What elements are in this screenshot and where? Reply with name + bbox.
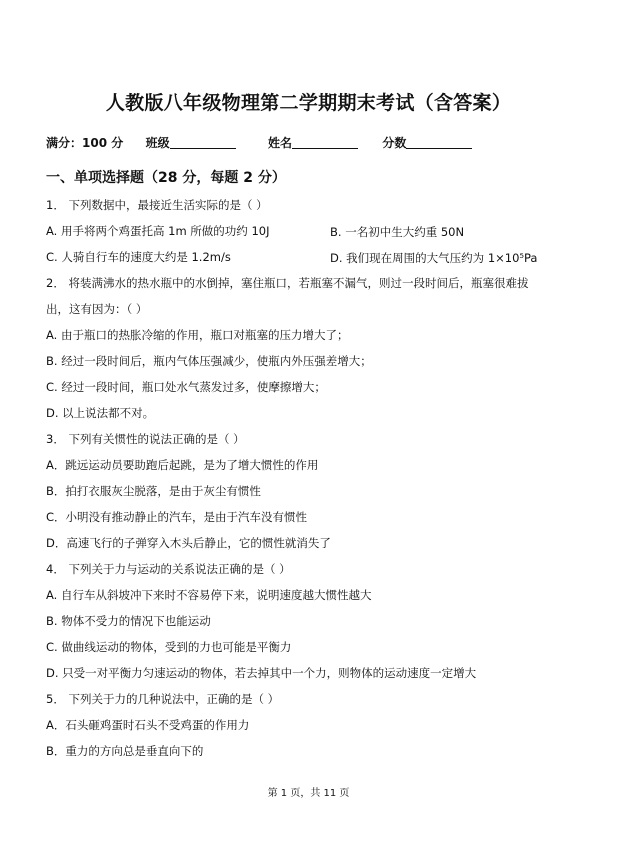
class-label: 班级 xyxy=(145,136,170,150)
q3-stem: 3． 下列有关惯性的说法正确的是（ ） xyxy=(46,432,245,446)
page-number-footer: 第 1 页，共 11 页 xyxy=(267,788,350,799)
q2-stem-line2: 出，这有因为：（ ） xyxy=(46,302,148,316)
q5-stem: 5． 下列关于力的几种说法中，正确的是（ ） xyxy=(46,692,280,706)
q3-option-d: D．高速飞行的子弹穿入木头后静止，它的惯性就消失了 xyxy=(46,536,331,550)
q4-option-b: B. 物体不受力的情况下也能运动 xyxy=(46,614,211,628)
q5-option-a: A．石头砸鸡蛋时石头不受鸡蛋的作用力 xyxy=(46,718,250,732)
student-info-row xyxy=(46,134,472,151)
full-score-label: 满分：100 分 xyxy=(46,136,124,150)
q1-option-b: B. 一名初中生大约重 50N xyxy=(330,225,465,239)
page-title: 人教版八年级物理第二学期期末考试（含答案） xyxy=(105,92,512,114)
marks-blank xyxy=(406,136,472,149)
q3-option-b: B．拍打衣服灰尘脱落，是由于灰尘有惯性 xyxy=(46,484,261,498)
q5-option-b: B．重力的方向总是垂直向下的 xyxy=(46,744,204,758)
q1-option-a: A. 用手将两个鸡蛋托高 1m 所做的功约 10J xyxy=(46,224,270,238)
q1-option-d: D. 我们现在周围的大气压约为 1×10⁵Pa xyxy=(330,251,538,265)
q1-stem: 1． 下列数据中，最接近生活实际的是（ ） xyxy=(46,198,268,212)
section-heading: 一、单项选择题（28 分，每题 2 分） xyxy=(46,170,286,186)
name-label: 姓名 xyxy=(268,136,293,150)
q3-option-a: A．跳远运动员要助跑后起跳，是为了增大惯性的作用 xyxy=(46,458,319,472)
q2-option-b: B. 经过一段时间后，瓶内气体压强减少，使瓶内外压强差增大； xyxy=(46,354,372,368)
q2-option-d: D. 以上说法都不对。 xyxy=(46,406,155,420)
name-blank xyxy=(292,136,358,149)
marks-label: 分数 xyxy=(382,136,407,150)
q2-stem-line1: 2． 将装满沸水的热水瓶中的水倒掉，塞住瓶口，若瓶塞不漏气，则过一段时间后，瓶塞很难拔 xyxy=(46,276,529,290)
q4-option-c: C. 做曲线运动的物体，受到的力也可能是平衡力 xyxy=(46,640,292,654)
q4-option-a: A. 自行车从斜坡冲下来时不容易停下来，说明速度越大惯性越大 xyxy=(46,588,372,602)
q3-option-c: C．小明没有推动静止的汽车，是由于汽车没有惯性 xyxy=(46,510,308,524)
q4-option-d: D. 只受一对平衡力匀速运动的物体，若去掉其中一个力，则物体的运动速度一定增大 xyxy=(46,666,477,680)
q2-option-a: A. 由于瓶口的热胀冷缩的作用，瓶口对瓶塞的压力增大了； xyxy=(46,328,349,342)
class-blank xyxy=(170,136,236,149)
q1-option-c: C. 人骑自行车的速度大约是 1.2m/s xyxy=(46,250,231,264)
q4-stem: 4． 下列关于力与运动的关系说法正确的是（ ） xyxy=(46,562,291,576)
q2-option-c: C. 经过一段时间，瓶口处水气蒸发过多，使摩擦增大； xyxy=(46,380,326,394)
